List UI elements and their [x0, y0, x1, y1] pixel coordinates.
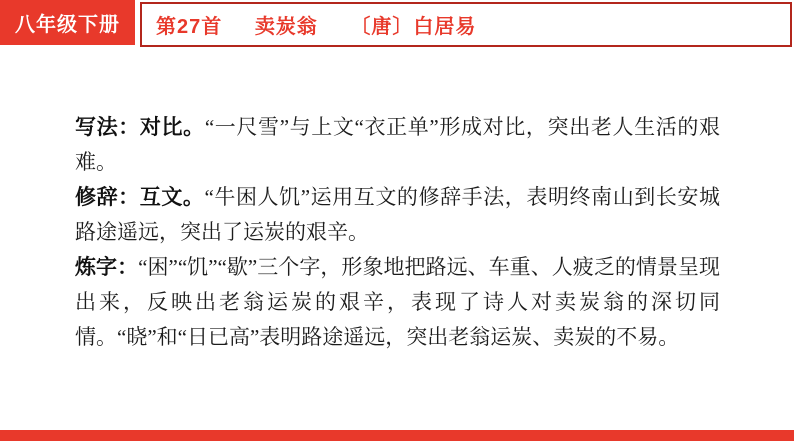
paragraph-label: 炼字：: [75, 256, 139, 279]
paragraph-writing-technique: [75, 110, 720, 180]
footer-bar: [0, 430, 794, 441]
paragraph-label: 写法：对比。: [75, 116, 205, 139]
analysis-content: [75, 110, 720, 355]
grade-badge: 八年级下册: [0, 0, 135, 45]
header-title-number: 第27首: [156, 16, 223, 38]
header-title-poem-name: 卖炭翁: [254, 16, 318, 38]
paragraph-text: “困”“饥”“歇”三个字，形象地把路远、车重、人疲乏的情景呈现出来，反映出老翁运炭的艰辛，表现了诗人对卖炭翁的深切同情。“晓”和“日已高”表明路途遥远，突出老翁运炭、卖炭的不易。: [75, 255, 720, 349]
header-title: [156, 10, 476, 39]
paragraph-rhetoric: [75, 180, 720, 250]
paragraph-word-refining: [75, 250, 720, 355]
header-title-strip: [140, 2, 792, 47]
paragraph-label: 修辞：互文。: [75, 186, 205, 209]
paragraph-text: “牛困人饥”运用互文的修辞手法，表明终南山到长安城路途遥远，突出了运炭的艰辛。: [75, 185, 721, 244]
paragraph-text: “一尺雪”与上文“衣正单”形成对比，突出老人生活的艰难。: [75, 115, 721, 174]
header-title-author: 〔唐〕白居易: [350, 16, 477, 38]
